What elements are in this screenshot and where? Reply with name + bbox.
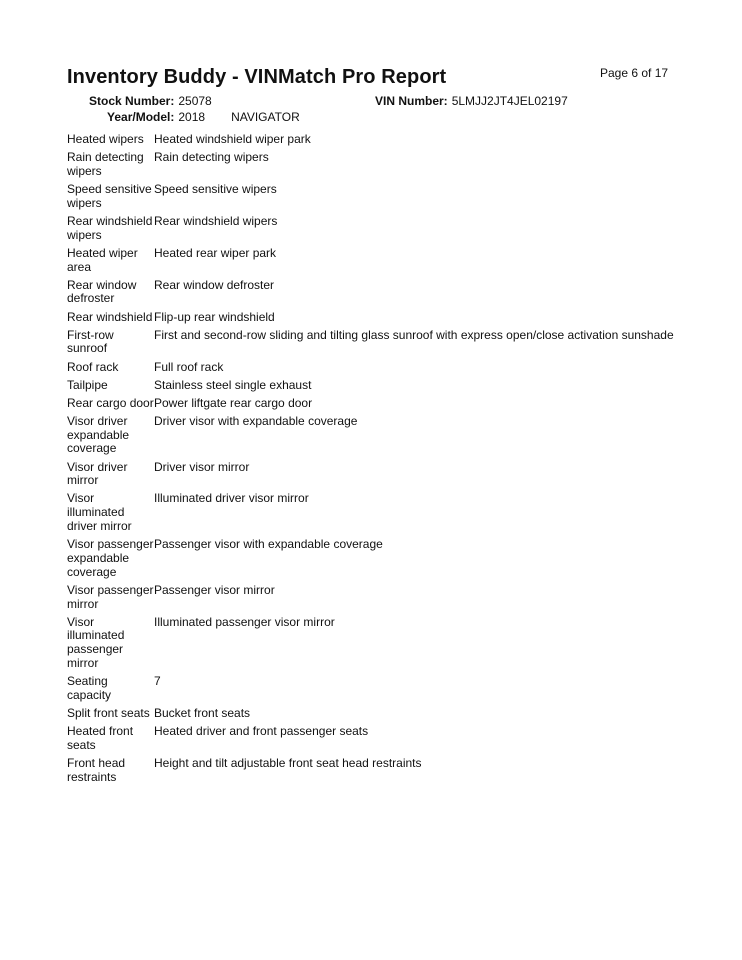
feature-value: Rear windshield wipers xyxy=(154,213,278,228)
feature-value: Stainless steel single exhaust xyxy=(154,377,312,392)
feature-row xyxy=(67,584,687,612)
feature-label: Speed sensitive wipers xyxy=(67,181,152,210)
feature-value: Driver visor with expandable coverage xyxy=(154,413,358,428)
feature-row xyxy=(67,361,687,375)
feature-label: Front head restraints xyxy=(67,756,126,784)
feature-value: Heated windshield wiper park xyxy=(154,132,311,146)
feature-value: Illuminated driver visor mirror xyxy=(154,491,309,506)
feature-label: Rear windshield xyxy=(67,309,153,324)
feature-row xyxy=(67,415,687,456)
feature-label: Roof rack xyxy=(67,359,119,374)
feature-row xyxy=(67,279,687,307)
feature-value: Height and tilt adjustable front seat head restraints xyxy=(154,756,422,771)
feature-value: Driver visor mirror xyxy=(154,459,250,474)
feature-value: Heated rear wiper park xyxy=(154,245,277,260)
stock-number-label: Stock Number: xyxy=(89,94,175,108)
feature-label: Rear cargo door xyxy=(67,395,154,410)
feature-value: Passenger visor mirror xyxy=(154,582,275,597)
feature-row xyxy=(67,707,687,721)
feature-label: Rear window defroster xyxy=(67,277,137,306)
feature-value: First and second-row sliding and tilting glass sunroof with express open/close activation sunshade xyxy=(154,327,674,342)
stock-number-line xyxy=(89,94,212,108)
feature-value: 7 xyxy=(154,674,161,689)
feature-value: Heated driver and front passenger seats xyxy=(154,724,369,739)
feature-row xyxy=(67,492,687,533)
feature-label: Visor passenger expandable coverage xyxy=(67,537,154,579)
feature-label: Split front seats xyxy=(67,706,150,721)
feature-row xyxy=(67,616,687,671)
feature-value: Rear window defroster xyxy=(154,277,275,292)
feature-label: Visor passenger mirror xyxy=(67,582,154,611)
feature-label: Heated wiper area xyxy=(67,245,138,274)
model-value: NAVIGATOR xyxy=(231,110,300,124)
year-model-line xyxy=(107,110,300,124)
feature-row xyxy=(67,329,687,357)
feature-label: Tailpipe xyxy=(67,377,108,392)
feature-label: Rear windshield wipers xyxy=(67,213,153,242)
feature-row xyxy=(67,397,687,411)
feature-row xyxy=(67,133,687,147)
feature-row xyxy=(67,215,687,243)
feature-row xyxy=(67,757,687,785)
feature-table xyxy=(67,133,687,789)
feature-row xyxy=(67,675,687,703)
page-number: Page 6 of 17 xyxy=(600,66,669,80)
year-model-label: Year/Model: xyxy=(107,110,175,124)
feature-value: Illuminated passenger visor mirror xyxy=(154,614,335,629)
feature-value: Bucket front seats xyxy=(154,706,251,721)
vin-number-value: 5LMJJ2JT4JEL02197 xyxy=(451,94,568,108)
feature-label: Visor driver expandable coverage xyxy=(67,413,130,456)
report-title: Inventory Buddy - VINMatch Pro Report xyxy=(67,66,447,88)
feature-label: Visor driver mirror xyxy=(67,459,128,488)
feature-row xyxy=(67,461,687,489)
feature-row xyxy=(67,151,687,179)
feature-label: Heated front seats xyxy=(67,724,134,752)
feature-row xyxy=(67,183,687,211)
feature-label: Heated wipers xyxy=(67,132,144,146)
vin-number-line xyxy=(375,94,568,108)
feature-value: Full roof rack xyxy=(154,359,224,374)
feature-row xyxy=(67,725,687,753)
feature-row xyxy=(67,379,687,393)
feature-value: Flip-up rear windshield xyxy=(154,309,275,324)
feature-label: Visor illuminated driver mirror xyxy=(67,491,132,533)
feature-value: Rain detecting wipers xyxy=(154,150,269,165)
feature-row xyxy=(67,538,687,579)
feature-row xyxy=(67,311,687,325)
feature-row xyxy=(67,247,687,275)
feature-label: Visor illuminated passenger mirror xyxy=(67,614,125,671)
feature-value: Passenger visor with expandable coverage xyxy=(154,537,383,552)
stock-number-value: 25078 xyxy=(178,94,212,108)
feature-label: First-row sunroof xyxy=(67,327,114,356)
feature-label: Rain detecting wipers xyxy=(67,150,144,178)
year-value: 2018 xyxy=(178,110,206,124)
feature-value: Power liftgate rear cargo door xyxy=(154,395,313,410)
feature-value: Speed sensitive wipers xyxy=(154,181,277,196)
feature-label: Seating capacity xyxy=(67,674,112,702)
vin-number-label: VIN Number: xyxy=(375,94,448,108)
